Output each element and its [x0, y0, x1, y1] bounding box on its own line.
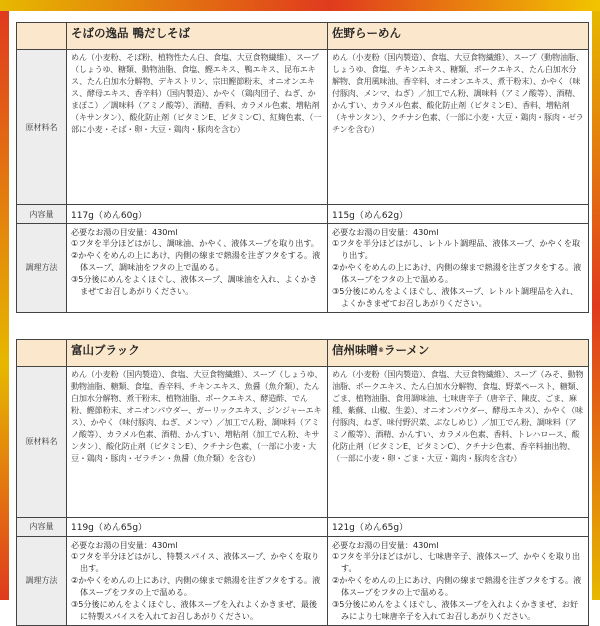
- product-name: 信州味噌: [332, 342, 378, 357]
- product-name: 富山ブラック: [67, 339, 328, 366]
- volume-label: 内容量: [17, 205, 67, 224]
- decorative-top-border: [0, 0, 600, 11]
- method-cell: [328, 536, 589, 625]
- method-step: ①フタを半分ほどはがし、七味唐辛子、液体スープ、かやくを取り出す。: [332, 551, 581, 574]
- method-step: ③5分後にめんをよくほぐし、液体スープを入れよくかきまぜ、お好みにより七味唐辛子を入れてお召しあがりください。: [332, 598, 579, 621]
- method-step: ③5分後にめんをよくほぐし、液体スープを入れよくかきまぜ、最後に特製スパイスを入れてお召しあがりください。: [71, 598, 318, 621]
- method-label: 調理方法: [17, 224, 67, 313]
- ingredients-text: めん（小麦粉（国内製造）、食塩、大豆食物繊維）、スープ（動物油脂、しょうゆ、食塩、チキンエキス、糖類、ポークエキス、たん白加水分解物、食用風味油、香辛料、オニオンエキス、煮干粉末）、かやく（味付豚肉、メンマ、ねぎ）／加工でん粉、調味料（アミノ酸等）、酒精、かんすい、カラメル色素、酸化防止剤（ビタミンE）、香料、増粘剤（キサンタン）、クチナシ色素、（一部に小麦・大豆・鶏肉・豚肉・ゼラチンを含む）: [328, 50, 589, 205]
- method-step: ②かやくをめんの上にあけ、内側の線まで熱湯を注ぎフタをする。液体スープ、調味油をフタの上で温める。: [71, 250, 321, 273]
- method-step: ③5分後にめんをよくほぐし、液体スープ、調味油を入れ、よくかきまぜてお召しあがりください。: [71, 274, 318, 297]
- method-step: ②かやくをめんの上にあけ、内側の線まで熱湯を注ぎフタをする。液体スープをフタの上で温める。: [71, 575, 321, 597]
- method-cell: [67, 536, 328, 625]
- ingredients-row: [17, 366, 589, 517]
- ingredients-text: めん（小麦粉、そば粉、植物性たん白、食塩、大豆食物繊維）、スープ（しょうゆ、糖類、動物油脂、食塩、鰹エキス、鴨エキス、昆布エキス、たん白加水分解物、デキストリン、宗田鰹節粉末、オニオンエキス、酵母エキス、香辛料）（国内製造）、かやく（鶏肉団子、ねぎ、かまぼこ）／調味料（アミノ酸等）、酒精、香料、カラメル色素、増粘剤（キサンタン）、酸化防止剤（ビタミンE、ビタミンC）、紅麹色素、（一部に小麦・そば・卵・大豆・鶏肉・豚肉を含む）: [67, 50, 328, 205]
- product-name-suffix: ラーメン: [384, 342, 430, 357]
- decorative-left-border: [0, 11, 9, 600]
- ingredients-text: めん（小麦粉（国内製造）、食塩、大豆食物繊維）、スープ（しょうゆ、動物油脂、糖類、食塩、香辛料、チキンエキス、魚醤（魚介類）、たん白加水分解物、煮干粉末、植物油脂、ポークエキス、酵造酢、でん粉、鰹節粉末、オニオンパウダー、ガーリックエキス、ジンジャーエキス）、かやく（味付豚肉、ねぎ、メンマ）／加工でん粉、調味料（アミノ酸等）、カラメル色素、酒精、かんすい、増粘剤（加工でん粉、キサンタン）、酸化防止剤（ビタミンE）、クチナシ色素、（一部に小麦・大豆・鶏肉・豚肉・ゼラチン・魚醤（魚介類）を含む）: [67, 366, 328, 517]
- table-spacer: [16, 313, 588, 339]
- method-step: ②かやくをめんの上にあけ、内側の線まで熱湯を注ぎフタをする。液体スープをフタの上で温める。: [332, 262, 582, 285]
- ingredients-label: 原材料名: [17, 366, 67, 517]
- volume-value: 117g（めん60g）: [67, 205, 328, 224]
- product-spec-sheet: [16, 22, 588, 626]
- product-header-row: [17, 23, 589, 50]
- registered-mark: ®: [378, 346, 384, 354]
- method-cell: [67, 224, 328, 313]
- volume-label: 内容量: [17, 517, 67, 536]
- method-step: ①フタを半分ほどはがし、特製スパイス、液体スープ、かやくを取り出す。: [71, 551, 320, 574]
- volume-value: 119g（めん65g）: [67, 517, 328, 536]
- header-blank-cell: [17, 339, 67, 366]
- ingredients-text: めん（小麦粉（国内製造）、食塩、大豆食物繊維）、スープ（みそ、動物油脂、ポークエキス、たん白加水分解物、食塩、野菜ペースト、糖類、ごま、植物油脂、食用調味油、七味唐辛子（唐辛子、陳皮、ごま、麻種、紫蘇、山椒、生姜）、オニオンパウダー、酵母エキス）、かやく（味付豚肉、ねぎ、味付野沢菜、ぶなしめじ）／加工でん粉、調味料（アミノ酸等）、酒精、かんすい、カラメル色素、香料、トレハロース、酸化防止剤（ビタミンE、ビタミンC）、クチナシ色素、香辛料抽出物、（一部に小麦・卵・ごま・大豆・鶏肉・豚肉を含む）: [328, 366, 589, 517]
- ingredients-row: [17, 50, 589, 205]
- decorative-right-border: [592, 11, 600, 600]
- product-header-row: [17, 339, 589, 366]
- method-step: ③5分後にめんをよくほぐし、液体スープ、レトルト調理品を入れ、よくかきまぜてお召しあがりください。: [332, 286, 579, 308]
- method-row: [17, 536, 589, 625]
- method-step: ①フタを半分ほどはがし、レトルト調理品、液体スープ、かやくを取り出す。: [332, 238, 581, 261]
- header-blank-cell: [17, 23, 67, 50]
- method-step: ①フタを半分ほどはがし、調味油、かやく、液体スープを取り出す。: [71, 238, 319, 249]
- method-label: 調理方法: [17, 536, 67, 625]
- method-row: [17, 224, 589, 313]
- hot-water-amount: 必要なお湯の目安量：430ml: [332, 227, 439, 237]
- method-cell: [328, 224, 589, 313]
- hot-water-amount: 必要なお湯の目安量：430ml: [332, 539, 439, 550]
- volume-value: 115g（めん62g）: [328, 205, 589, 224]
- ingredients-label: 原材料名: [17, 50, 67, 205]
- spec-table-top: [16, 22, 589, 313]
- method-step: ②かやくをめんの上にあけ、内側の線まで熱湯を注ぎフタをする。液体スープをフタの上で温める。: [332, 575, 582, 597]
- hot-water-amount: 必要なお湯の目安量：430ml: [71, 227, 178, 237]
- volume-value: 121g（めん65g）: [328, 517, 589, 536]
- spec-table-bottom: [16, 339, 589, 626]
- product-name: そばの逸品 鴨だしそば: [67, 23, 328, 50]
- product-name-cell: [328, 339, 589, 366]
- product-name: 佐野らーめん: [328, 23, 589, 50]
- volume-row: [17, 517, 589, 536]
- hot-water-amount: 必要なお湯の目安量：430ml: [71, 539, 178, 550]
- volume-row: [17, 205, 589, 224]
